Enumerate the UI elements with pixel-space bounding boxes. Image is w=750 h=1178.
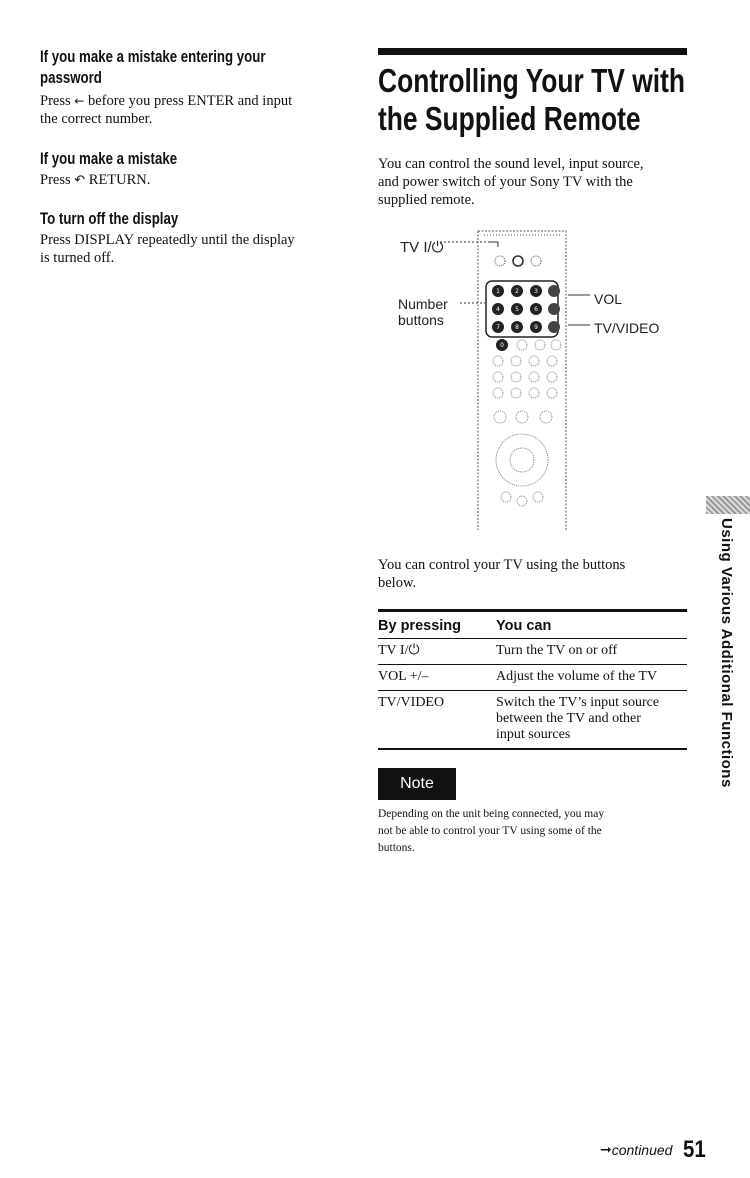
page-footer [600,1136,708,1164]
page-number: 51 [682,1136,706,1163]
label-tv-video: TV/VIDEO [594,320,660,336]
row-key: TV I/⏻ [378,639,496,665]
svg-text:8: 8 [515,324,519,331]
svg-text:4: 4 [496,306,500,313]
svg-text:2: 2 [515,288,519,295]
svg-text:6: 6 [534,306,538,313]
side-tab-marker [706,496,750,514]
intro-paragraph: You can control the sound level, input source, and power switch of your Sony TV with the supplied remote. [378,156,644,208]
label-vol: VOL [594,291,623,307]
body-make-mistake: Press ↶ RETURN. [40,172,151,188]
svg-text:1: 1 [496,288,500,295]
table-row [378,665,687,691]
table-row [378,639,687,665]
table-row [378,691,687,750]
svg-text:7: 7 [496,324,500,331]
row-desc: Switch the TV’s input source between the TV and other input sources [496,691,687,750]
side-section-tab: Using Various Additional Functions [718,518,735,788]
row-key: VOL +/– [378,665,496,691]
svg-text:9: 9 [534,324,538,331]
note-badge: Note [378,768,456,800]
svg-text:0: 0 [500,342,504,349]
heading-turn-off-display: To turn off the display [40,209,179,228]
return-icon: ↶ [74,173,86,188]
body-password-mistake: Press ← before you press ENTER and input the correct number. [40,93,293,127]
remote-control-illustration [440,225,600,535]
back-arrow-icon: ← [74,94,85,108]
label-tv-power: TV I/⏻ [400,239,444,256]
header-you-can: You can [496,611,687,639]
continued-label: continued [611,1142,673,1158]
label-number-buttons: Number buttons [398,296,448,328]
body-turn-off-display: Press DISPLAY repeatedly until the display is turned off. [40,232,295,266]
row-desc: Turn the TV on or off [496,639,687,665]
header-by-pressing: By pressing [378,611,496,639]
heading-password-mistake: If you make a mistake entering your password [40,47,266,87]
page-title: Controlling Your TV with the Supplied Remote [378,62,685,137]
svg-text:3: 3 [534,288,538,295]
continued-arrow-icon: ➞ [600,1142,612,1158]
row-desc: Adjust the volume of the TV [496,665,687,691]
svg-text:5: 5 [515,306,519,313]
row-key: TV/VIDEO [378,691,496,750]
button-function-table [378,609,687,750]
table-intro: You can control your TV using the buttons below. [378,557,626,591]
note-text: Depending on the unit being connected, you may not be able to control your TV using some of the buttons. [378,808,605,854]
table-header-row [378,611,687,639]
heading-make-mistake: If you make a mistake [40,149,178,168]
title-rule [378,48,687,55]
